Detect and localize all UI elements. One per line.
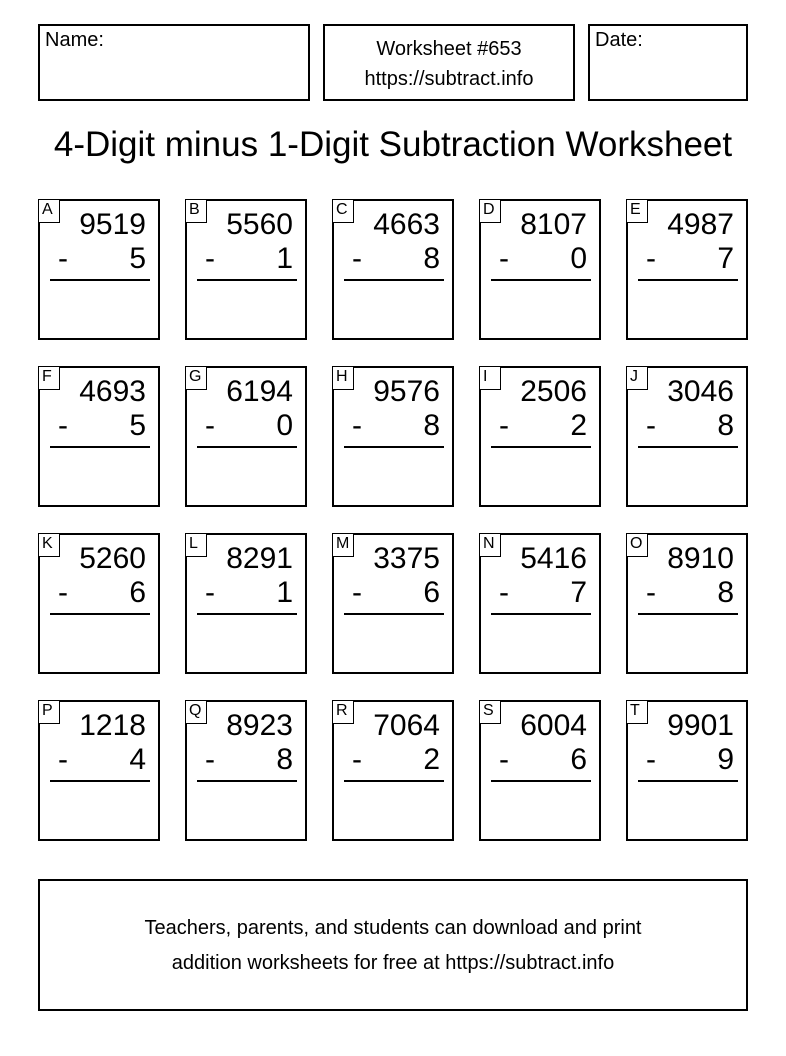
problem-card xyxy=(185,533,307,674)
minus-sign: - xyxy=(646,242,656,275)
footer-line-2: addition worksheets for free at https://subtract.info xyxy=(171,952,615,974)
answer-line xyxy=(491,279,591,281)
problem-letter: C xyxy=(332,199,354,223)
subtrahend: 2 xyxy=(423,743,440,776)
subtrahend: 0 xyxy=(570,242,587,275)
subtrahend: 1 xyxy=(276,576,293,609)
problem-card xyxy=(626,533,748,674)
subtrahend: 6 xyxy=(570,743,587,776)
minuend: 2506 xyxy=(520,375,587,408)
answer-line xyxy=(491,613,591,615)
minus-sign: - xyxy=(352,743,362,776)
date-field-box xyxy=(588,24,748,101)
problem-card xyxy=(38,366,160,507)
name-label: Name: xyxy=(45,29,104,51)
answer-line xyxy=(50,780,150,782)
problem-card xyxy=(332,700,454,841)
minus-sign: - xyxy=(352,409,362,442)
minuend: 6194 xyxy=(226,375,293,408)
problem-card xyxy=(332,366,454,507)
problem-letter: H xyxy=(332,366,354,390)
minuend: 1218 xyxy=(79,709,146,742)
minuend: 4663 xyxy=(373,208,440,241)
problem-letter: Q xyxy=(185,700,207,724)
problem-card xyxy=(479,366,601,507)
minuend: 8923 xyxy=(226,709,293,742)
problem-card xyxy=(626,199,748,340)
minus-sign: - xyxy=(499,242,509,275)
answer-line xyxy=(344,613,444,615)
minus-sign: - xyxy=(646,576,656,609)
minuend: 5560 xyxy=(226,208,293,241)
minus-sign: - xyxy=(205,242,215,275)
problem-card xyxy=(479,533,601,674)
subtrahend: 6 xyxy=(423,576,440,609)
subtrahend: 8 xyxy=(717,576,734,609)
problem-letter: N xyxy=(479,533,501,557)
minus-sign: - xyxy=(646,743,656,776)
worksheet-title: 4-Digit minus 1-Digit Subtraction Worksheet xyxy=(53,125,733,164)
problem-letter: I xyxy=(479,366,501,390)
answer-line xyxy=(50,613,150,615)
minuend: 7064 xyxy=(373,709,440,742)
problem-letter: T xyxy=(626,700,648,724)
subtrahend: 4 xyxy=(129,743,146,776)
minuend: 4693 xyxy=(79,375,146,408)
minus-sign: - xyxy=(58,743,68,776)
problem-card xyxy=(38,199,160,340)
answer-line xyxy=(197,446,297,448)
minuend: 6004 xyxy=(520,709,587,742)
minus-sign: - xyxy=(499,409,509,442)
answer-line xyxy=(638,613,738,615)
subtrahend: 8 xyxy=(717,409,734,442)
footer-box xyxy=(38,879,748,1011)
answer-line xyxy=(50,279,150,281)
problem-card xyxy=(626,366,748,507)
name-field-box xyxy=(38,24,310,101)
subtrahend: 8 xyxy=(276,743,293,776)
minus-sign: - xyxy=(58,242,68,275)
problem-letter: M xyxy=(332,533,354,557)
minus-sign: - xyxy=(352,576,362,609)
minus-sign: - xyxy=(205,743,215,776)
answer-line xyxy=(50,446,150,448)
minus-sign: - xyxy=(499,576,509,609)
minuend: 4987 xyxy=(667,208,734,241)
problem-card xyxy=(38,700,160,841)
minuend: 8107 xyxy=(520,208,587,241)
answer-line xyxy=(491,780,591,782)
minuend: 3375 xyxy=(373,542,440,575)
answer-line xyxy=(344,446,444,448)
minuend: 9519 xyxy=(79,208,146,241)
minuend: 8910 xyxy=(667,542,734,575)
subtrahend: 5 xyxy=(129,409,146,442)
problem-card xyxy=(185,700,307,841)
minuend: 9576 xyxy=(373,375,440,408)
answer-line xyxy=(638,780,738,782)
problem-letter: O xyxy=(626,533,648,557)
minus-sign: - xyxy=(58,409,68,442)
date-label: Date: xyxy=(595,29,643,51)
worksheet-info-box xyxy=(323,24,575,101)
subtrahend: 5 xyxy=(129,242,146,275)
answer-line xyxy=(197,613,297,615)
problem-letter: R xyxy=(332,700,354,724)
problem-card xyxy=(185,366,307,507)
subtrahend: 8 xyxy=(423,409,440,442)
minuend: 5260 xyxy=(79,542,146,575)
subtrahend: 2 xyxy=(570,409,587,442)
problem-letter: L xyxy=(185,533,207,557)
subtrahend: 1 xyxy=(276,242,293,275)
subtrahend: 9 xyxy=(717,743,734,776)
problem-letter: S xyxy=(479,700,501,724)
minus-sign: - xyxy=(205,409,215,442)
problem-letter: A xyxy=(38,199,60,223)
answer-line xyxy=(197,279,297,281)
problem-letter: E xyxy=(626,199,648,223)
minus-sign: - xyxy=(499,743,509,776)
minuend: 5416 xyxy=(520,542,587,575)
problem-card xyxy=(479,199,601,340)
footer-line-1: Teachers, parents, and students can download and print xyxy=(144,917,642,939)
answer-line xyxy=(638,279,738,281)
minuend: 8291 xyxy=(226,542,293,575)
worksheet-number: Worksheet #653 xyxy=(376,38,522,60)
problem-letter: J xyxy=(626,366,648,390)
subtrahend: 7 xyxy=(717,242,734,275)
answer-line xyxy=(344,279,444,281)
problem-card xyxy=(38,533,160,674)
answer-line xyxy=(197,780,297,782)
problem-card xyxy=(332,533,454,674)
answer-line xyxy=(491,446,591,448)
problem-letter: K xyxy=(38,533,60,557)
problem-letter: B xyxy=(185,199,207,223)
problem-letter: D xyxy=(479,199,501,223)
minuend: 3046 xyxy=(667,375,734,408)
minus-sign: - xyxy=(352,242,362,275)
answer-line xyxy=(638,446,738,448)
minus-sign: - xyxy=(205,576,215,609)
subtrahend: 6 xyxy=(129,576,146,609)
minuend: 9901 xyxy=(667,709,734,742)
problem-card xyxy=(626,700,748,841)
problem-card xyxy=(332,199,454,340)
subtrahend: 8 xyxy=(423,242,440,275)
problem-card xyxy=(479,700,601,841)
problem-letter: P xyxy=(38,700,60,724)
worksheet-url: https://subtract.info xyxy=(364,68,534,90)
subtrahend: 0 xyxy=(276,409,293,442)
minus-sign: - xyxy=(646,409,656,442)
problem-letter: G xyxy=(185,366,207,390)
minus-sign: - xyxy=(58,576,68,609)
problem-card xyxy=(185,199,307,340)
problem-letter: F xyxy=(38,366,60,390)
answer-line xyxy=(344,780,444,782)
subtrahend: 7 xyxy=(570,576,587,609)
